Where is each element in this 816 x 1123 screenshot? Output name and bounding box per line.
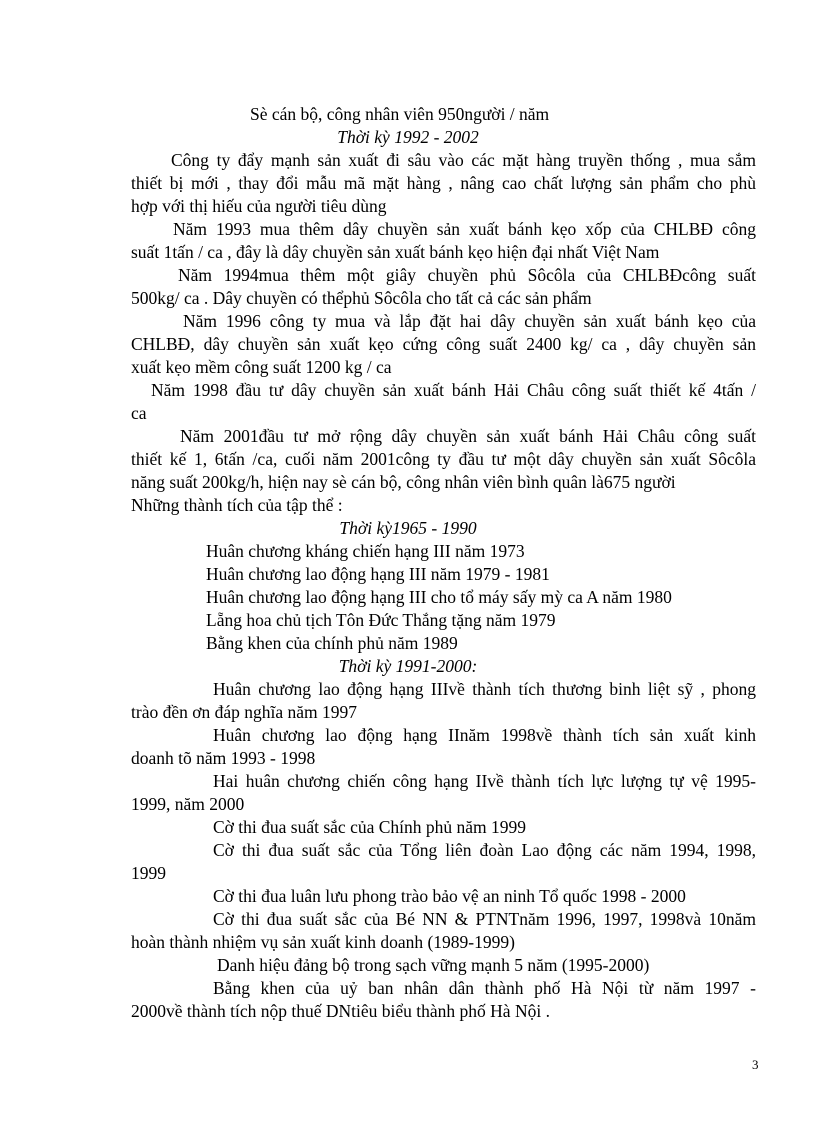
p6-line-1: Năm 2001đầu tư mở rộng dây chuyền sản xuất bánh Hải Châu công suất — [180, 426, 756, 446]
heading-1965-1990: Thời kỳ1965 - 1990 — [339, 518, 477, 538]
heading-1991-2000: Thời kỳ 1991-2000: — [338, 656, 478, 676]
a1-line-2: trào đền ơn đáp nghĩa năm 1997 — [131, 702, 358, 722]
p1-line-1: Công ty đẩy mạnh sản xuất đi sâu vào các mặt hàng truyền thống , mua sắm — [171, 150, 756, 170]
p2-line-2: suất 1tấn / ca , đây là dây chuyền sản xuất bánh kẹo hiện đại nhất Việt Nam — [131, 242, 660, 262]
p4-line-3: xuất kẹo mềm công suất 1200 kg / ca — [131, 357, 392, 377]
a6-line: Cờ thi đua luân lưu phong trào bảo vệ an ninh Tổ quốc 1998 - 2000 — [213, 886, 686, 906]
a8-line: Danh hiệu đảng bộ trong sạch vững mạnh 5 năm (1995-2000) — [217, 955, 650, 975]
achievements-intro: Những thành tích của tập thể : — [131, 495, 343, 515]
p4-line-2: CHLBĐ, dây chuyền sản xuất kẹo cứng công suất 2400 kg/ ca , dây chuyền sản — [131, 334, 756, 354]
a2-line-1: Huân chương lao động hạng IInăm 1998về thành tích sản xuất kinh — [213, 725, 756, 745]
a4-line: Cờ thi đua suất sắc của Chính phủ năm 1999 — [213, 817, 527, 837]
p6-line-2: thiết kế 1, 6tấn /ca, cuối năm 2001công ty đầu tư một dây chuyền sản xuất Sôcôla — [131, 449, 756, 469]
a7-line-1: Cờ thi đua suất sắc của Bé NN & PTNTnăm 1996, 1997, 1998và 10năm — [213, 909, 756, 929]
a7-line-2: hoàn thành nhiệm vụ sản xuất kinh doanh (1989-1999) — [131, 932, 515, 952]
a2-line-2: doanh tõ năm 1993 - 1998 — [131, 748, 316, 768]
achievement-1965-item: Lẵng hoa chủ tịch Tôn Đức Thắng tặng năm 1979 — [206, 610, 556, 630]
p3-line-2: 500kg/ ca . Dây chuyền có thểphủ Sôcôla cho tất cả các sản phẩm — [131, 288, 592, 308]
p2-line-1: Năm 1993 mua thêm dây chuyền sản xuất bánh kẹo xốp của CHLBĐ công — [173, 219, 756, 239]
a9-line-1: Bằng khen của uỷ ban nhân dân thành phố Hà Nội từ năm 1997 - — [213, 978, 756, 998]
intro-line: Sè cán bộ, công nhân viên 950người / năm — [250, 104, 550, 124]
p1-line-2: thiết bị mới , thay đổi mẫu mã mặt hàng , nâng cao chất lượng sản phẩm cho phù — [131, 173, 756, 193]
a5-line-2: 1999 — [131, 863, 166, 883]
a3-line-1: Hai huân chương chiến công hạng IIvề thành tích lực lượng tự vệ 1995- — [213, 771, 756, 791]
a1-line-1: Huân chương lao động hạng IIIvề thành tích thương binh liệt sỹ , phong — [213, 679, 756, 699]
achievement-1965-item: Bằng khen của chính phủ năm 1989 — [206, 633, 458, 653]
a3-line-2: 1999, năm 2000 — [131, 794, 245, 814]
achievement-1965-item: Huân chương lao động hạng III cho tổ máy sấy mỳ ca A năm 1980 — [206, 587, 672, 607]
p6-line-3: năng suất 200kg/h, hiện nay sè cán bộ, công nhân viên bình quân là675 người — [131, 472, 676, 492]
p1-line-3: hợp với thị hiếu của người tiêu dùng — [131, 196, 387, 216]
a5-line-1: Cờ thi đua suất sắc của Tổng liên đoàn Lao động các năm 1994, 1998, — [213, 840, 756, 860]
heading-1992-2002: Thời kỳ 1992 - 2002 — [337, 127, 479, 147]
p5-line-1: Năm 1998 đầu tư dây chuyền sản xuất bánh Hải Châu công suất thiết kế 4tấn / — [151, 380, 756, 400]
achievement-1965-item: Huân chương lao động hạng III năm 1979 - 1981 — [206, 564, 550, 584]
a9-line-2: 2000về thành tích nộp thuế DNtiêu biểu thành phố Hà Nội . — [131, 1001, 550, 1021]
page-number: 3 — [752, 1057, 759, 1072]
p3-line-1: Năm 1994mua thêm một giây chuyền phủ Sôcôla của CHLBĐcông suất — [178, 265, 756, 285]
p4-line-1: Năm 1996 công ty mua và lắp đặt hai dây chuyền sản xuất bánh kẹo của — [183, 311, 756, 331]
p5-line-2: ca — [131, 403, 147, 423]
achievement-1965-item: Huân chương kháng chiến hạng III năm 1973 — [206, 541, 525, 561]
